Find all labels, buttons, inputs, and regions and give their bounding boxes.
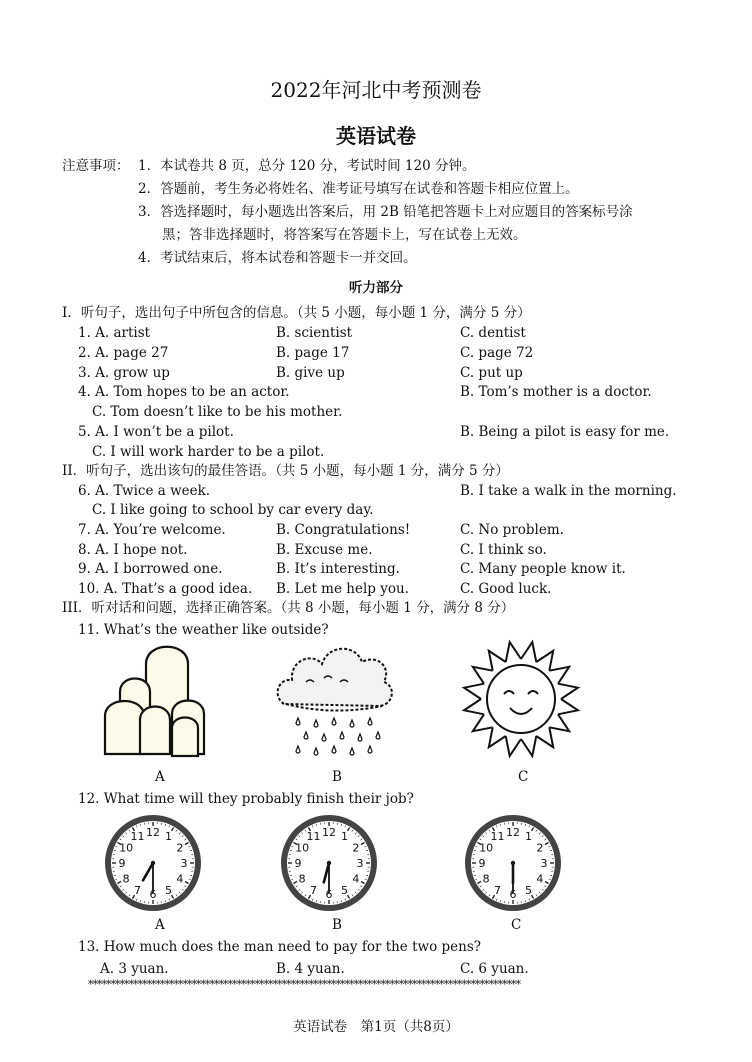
q11-label-c: C [518, 769, 529, 785]
clock-numeral: 10 [119, 841, 134, 855]
clock-numeral: 8 [122, 872, 130, 886]
clock-numeral: 11 [306, 830, 321, 844]
cloudy-picture [100, 636, 222, 764]
q7-option-c: C. No problem. [460, 522, 564, 538]
q5-option-a: 5. A. I won’t be a pilot. [78, 424, 234, 440]
page-footer: 英语试卷 第1页（共8页） [293, 1019, 459, 1035]
clock-numeral: 5 [341, 883, 348, 897]
notes-label: 注意事项： [62, 158, 130, 174]
clock-numeral: 6 [149, 888, 157, 901]
q1-option-b: B. scientist [276, 325, 353, 341]
q13-option-b: B. 4 yuan. [276, 961, 345, 977]
clock-numeral: 4 [176, 872, 184, 886]
q12-label-a: A [155, 917, 165, 933]
q3-option-a: 3. A. grow up [78, 365, 170, 381]
clock-b [278, 812, 380, 914]
sunny-picture [460, 636, 582, 762]
q11-question: 11. What’s the weather like outside? [78, 622, 329, 638]
q13-option-a: A. 3 yuan. [100, 961, 169, 977]
clock-numeral: 5 [525, 883, 532, 897]
q10-option-a: 10. A. That’s a good idea. [78, 581, 253, 597]
q9-option-b: B. It’s interesting. [276, 561, 400, 577]
clock-numeral: 5 [165, 883, 172, 897]
section-heading-listening: 听力部分 [349, 280, 403, 296]
clock-numeral: 6 [325, 888, 333, 901]
clock-c [462, 812, 564, 914]
clock-numeral: 1 [165, 830, 172, 844]
clock-numeral: 2 [176, 841, 184, 855]
clock-numeral: 4 [352, 872, 360, 886]
clock-numeral: 12 [146, 826, 160, 839]
clock-numeral: 8 [298, 872, 306, 886]
q7-option-b: B. Congratulations! [276, 522, 411, 538]
clock-numeral: 3 [540, 857, 548, 870]
q5-option-c: C. I will work harder to be a pilot. [92, 444, 325, 460]
q8-option-a: 8. A. I hope not. [78, 542, 188, 558]
q2-option-c: C. page 72 [460, 345, 534, 361]
q2-option-a: 2. A. page 27 [78, 345, 169, 361]
part3-heading: III．听对话和问题，选择正确答案。（共 8 小题，每小题 1 分，满分 8 分） [62, 600, 515, 616]
note-item-3b: 黑；答非选择题时，将答案写在答题卡上，写在试卷上无效。 [162, 227, 527, 243]
q8-option-c: C. I think so. [460, 542, 547, 558]
note-item-2: 2．答题前，考生务必将姓名、准考证号填写在试卷和答题卡相应位置上。 [138, 181, 579, 197]
q6-option-a: 6. A. Twice a week. [78, 483, 211, 499]
clock-numeral: 12 [322, 826, 336, 839]
q4-option-a: 4. A. Tom hopes to be an actor. [78, 384, 290, 400]
clock-a [102, 812, 204, 914]
q6-option-c: C. I like going to school by car every day. [92, 502, 374, 518]
clock-numeral: 1 [525, 830, 532, 844]
clock-numeral: 10 [479, 841, 494, 855]
clock-numeral: 11 [490, 830, 505, 844]
q3-option-b: B. give up [276, 365, 345, 381]
clock-center [327, 861, 331, 865]
clock-numeral: 7 [494, 883, 501, 897]
clock-numeral: 9 [118, 857, 126, 870]
note-item-3a: 3．答选择题时，每小题选出答案后，用 2B 铅笔把答题卡上对应题目的答案标号涂 [138, 204, 633, 220]
clock-numeral: 3 [180, 857, 188, 870]
clock-center [511, 861, 515, 865]
page-subtitle: 英语试卷 [336, 124, 416, 148]
note-item-4: 4．考试结束后，将本试卷和答题卡一并交回。 [138, 250, 417, 266]
clock-numeral: 3 [356, 857, 364, 870]
clock-center [151, 861, 155, 865]
clock-numeral: 2 [352, 841, 360, 855]
q12-label-c: C [511, 917, 522, 933]
q13-question: 13. How much does the man need to pay for the two pens? [78, 939, 481, 955]
q1-option-c: C. dentist [460, 325, 526, 341]
clock-numeral: 12 [506, 826, 520, 839]
q4-option-b: B. Tom’s mother is a doctor. [460, 384, 652, 400]
rainy-picture [276, 640, 396, 762]
clock-numeral: 11 [130, 830, 145, 844]
clock-numeral: 1 [341, 830, 348, 844]
q9-option-a: 9. A. I borrowed one. [78, 561, 223, 577]
clock-numeral: 7 [134, 883, 141, 897]
clock-numeral: 10 [295, 841, 310, 855]
q6-option-b: B. I take a walk in the morning. [460, 483, 677, 499]
page-title: 2022年河北中考预测卷 [270, 78, 482, 102]
q4-option-c: C. Tom doesn’t like to be his mother. [92, 404, 343, 420]
clock-numeral: 4 [536, 872, 544, 886]
q1-option-a: 1. A. artist [78, 325, 151, 341]
q3-option-c: C. put up [460, 365, 523, 381]
q5-option-b: B. Being a pilot is easy for me. [460, 424, 670, 440]
part1-heading: I．听句子，选出句子中所包含的信息。（共 5 小题，每小题 1 分，满分 5 分） [62, 305, 531, 321]
clock-numeral: 2 [536, 841, 544, 855]
q8-option-b: B. Excuse me. [276, 542, 373, 558]
note-item-1: 1．本试卷共 8 页，总分 120 分，考试时间 120 分钟。 [138, 158, 476, 174]
q7-option-a: 7. A. You’re welcome. [78, 522, 226, 538]
q12-label-b: B [332, 917, 342, 933]
clock-numeral: 6 [509, 888, 517, 901]
part2-heading: II．听句子，选出该句的最佳答语。（共 5 小题，每小题 1 分，满分 5 分） [62, 463, 509, 479]
q10-option-c: C. Good luck. [460, 581, 552, 597]
clock-numeral: 9 [478, 857, 486, 870]
clock-numeral: 7 [310, 883, 317, 897]
q11-label-b: B [332, 769, 342, 785]
q10-option-b: B. Let me help you. [276, 581, 409, 597]
q11-label-a: A [155, 769, 165, 785]
q9-option-c: C. Many people know it. [460, 561, 626, 577]
divider-stars: ************************************************************************************************ [88, 978, 520, 991]
clock-numeral: 9 [294, 857, 302, 870]
q12-question: 12. What time will they probably finish their job? [78, 791, 414, 807]
q13-option-c: C. 6 yuan. [460, 961, 529, 977]
clock-numeral: 8 [482, 872, 490, 886]
q2-option-b: B. page 17 [276, 345, 350, 361]
